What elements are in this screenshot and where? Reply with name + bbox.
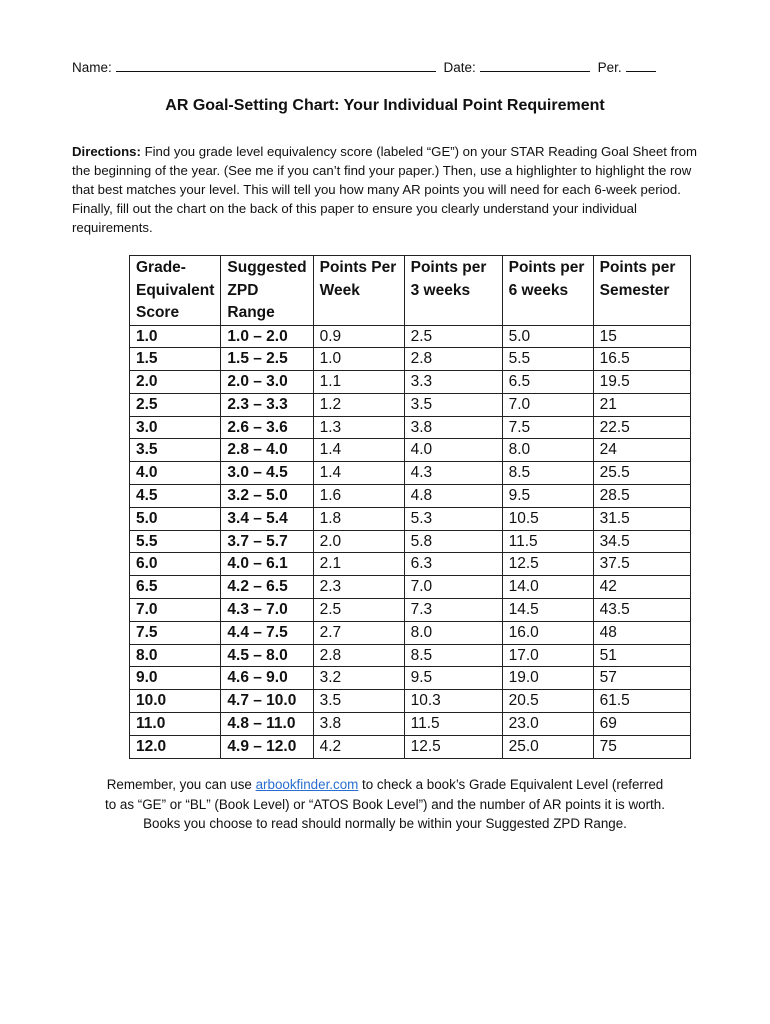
table-body <box>130 325 691 758</box>
table-row <box>130 599 691 622</box>
column-header <box>130 256 221 326</box>
table-row <box>130 393 691 416</box>
table-cell: 2.5 <box>404 325 502 348</box>
column-header <box>221 256 313 326</box>
table-cell: 28.5 <box>593 485 690 508</box>
table-cell: 8.5 <box>404 644 502 667</box>
table-cell: 4.5 – 8.0 <box>221 644 313 667</box>
column-header-line: Suggested <box>227 259 307 276</box>
table-cell: 8.0 <box>130 644 221 667</box>
table-cell: 34.5 <box>593 530 690 553</box>
table-row <box>130 690 691 713</box>
table-row <box>130 667 691 690</box>
column-header-line: Points per <box>599 259 676 276</box>
table-cell: 9.0 <box>130 667 221 690</box>
table-cell: 5.5 <box>130 530 221 553</box>
arbookfinder-link[interactable]: arbookfinder.com <box>255 777 359 792</box>
table-cell: 1.0 <box>313 348 404 371</box>
table-cell: 0.9 <box>313 325 404 348</box>
table-cell: 57 <box>593 667 690 690</box>
column-header <box>404 256 502 326</box>
table-row <box>130 553 691 576</box>
table-cell: 14.0 <box>502 576 593 599</box>
table-cell: 16.5 <box>593 348 690 371</box>
table-cell: 22.5 <box>593 416 690 439</box>
table-cell: 4.8 – 11.0 <box>221 713 313 736</box>
table-cell: 1.5 <box>130 348 221 371</box>
table-cell: 19.5 <box>593 371 690 394</box>
table-row <box>130 530 691 553</box>
table-cell: 4.4 – 7.5 <box>221 621 313 644</box>
column-header <box>593 256 690 326</box>
table-row <box>130 713 691 736</box>
table-cell: 10.0 <box>130 690 221 713</box>
table-cell: 4.0 <box>130 462 221 485</box>
table-header-row <box>130 256 691 326</box>
column-header-line: Points Per <box>319 259 397 276</box>
table-cell: 2.0 <box>313 530 404 553</box>
table-cell: 14.5 <box>502 599 593 622</box>
date-label: Date: <box>443 60 476 75</box>
goal-table <box>129 255 691 759</box>
table-cell: 48 <box>593 621 690 644</box>
table-cell: 23.0 <box>502 713 593 736</box>
table-cell: 16.0 <box>502 621 593 644</box>
column-header-line: Points per <box>508 259 585 276</box>
table-cell: 4.0 <box>404 439 502 462</box>
date-blank[interactable] <box>480 58 590 72</box>
table-cell: 2.3 – 3.3 <box>221 393 313 416</box>
table-cell: 9.5 <box>502 485 593 508</box>
table-cell: 7.0 <box>404 576 502 599</box>
table-cell: 15 <box>593 325 690 348</box>
remember-text-start: Remember, you can use <box>106 777 256 792</box>
table-cell: 11.5 <box>502 530 593 553</box>
table-cell: 7.0 <box>130 599 221 622</box>
table-cell: 17.0 <box>502 644 593 667</box>
table-cell: 12.5 <box>404 735 502 758</box>
table-cell: 19.0 <box>502 667 593 690</box>
column-header-line: Semester <box>599 281 670 299</box>
table-cell: 2.8 <box>313 644 404 667</box>
table-cell: 3.5 <box>313 690 404 713</box>
table-cell: 1.2 <box>313 393 404 416</box>
name-label: Name: <box>72 60 112 75</box>
table-cell: 8.5 <box>502 462 593 485</box>
table-cell: 6.3 <box>404 553 502 576</box>
table-row <box>130 348 691 371</box>
table-cell: 2.7 <box>313 621 404 644</box>
table-cell: 5.0 <box>502 325 593 348</box>
table-cell: 24 <box>593 439 690 462</box>
table-row <box>130 576 691 599</box>
table-cell: 4.2 – 6.5 <box>221 576 313 599</box>
table-cell: 4.3 – 7.0 <box>221 599 313 622</box>
table-cell: 7.5 <box>502 416 593 439</box>
table-cell: 2.5 <box>130 393 221 416</box>
table-cell: 51 <box>593 644 690 667</box>
table-cell: 4.6 – 9.0 <box>221 667 313 690</box>
table-cell: 3.0 <box>130 416 221 439</box>
table-cell: 7.5 <box>130 621 221 644</box>
table-row <box>130 735 691 758</box>
table-cell: 11.5 <box>404 713 502 736</box>
table-cell: 1.5 – 2.5 <box>221 348 313 371</box>
table-row <box>130 462 691 485</box>
table-cell: 2.5 <box>313 599 404 622</box>
table-cell: 1.8 <box>313 507 404 530</box>
table-cell: 2.1 <box>313 553 404 576</box>
table-cell: 12.0 <box>130 735 221 758</box>
table-cell: 5.0 <box>130 507 221 530</box>
table-cell: 2.0 <box>130 371 221 394</box>
table-cell: 1.6 <box>313 485 404 508</box>
table-cell: 3.7 – 5.7 <box>221 530 313 553</box>
table-cell: 31.5 <box>593 507 690 530</box>
table-cell: 12.5 <box>502 553 593 576</box>
table-cell: 4.7 – 10.0 <box>221 690 313 713</box>
column-header-line: Score <box>136 304 180 321</box>
table-cell: 2.0 – 3.0 <box>221 371 313 394</box>
column-header-line: Week <box>319 281 360 299</box>
period-blank[interactable] <box>626 58 656 72</box>
table-cell: 25.0 <box>502 735 593 758</box>
table-cell: 21 <box>593 393 690 416</box>
column-header-line: Equivalent <box>136 281 215 299</box>
column-header <box>313 256 404 326</box>
table-cell: 3.8 <box>313 713 404 736</box>
table-cell: 2.6 – 3.6 <box>221 416 313 439</box>
table-cell: 1.0 <box>130 325 221 348</box>
column-header-line: Points per <box>410 259 487 276</box>
table-cell: 5.3 <box>404 507 502 530</box>
table-cell: 3.5 <box>404 393 502 416</box>
remember-text-end: to check a book’s Grade Equivalent Level (referred to as “GE” or “BL” (Book Level) or “ATOS Book Level”) and the number of AR points it is worth. Books you choose to read should normally be within your Suggested ZPD Range. <box>105 777 665 831</box>
column-header-line: 6 weeks <box>508 281 569 299</box>
table-row <box>130 416 691 439</box>
table-cell: 8.0 <box>502 439 593 462</box>
table-cell: 11.0 <box>130 713 221 736</box>
table-cell: 4.0 – 6.1 <box>221 553 313 576</box>
period-label: Per. <box>597 60 622 75</box>
table-cell: 6.5 <box>502 371 593 394</box>
table-cell: 2.8 <box>404 348 502 371</box>
table-cell: 1.4 <box>313 462 404 485</box>
table-row <box>130 439 691 462</box>
table-cell: 6.0 <box>130 553 221 576</box>
table-cell: 2.3 <box>313 576 404 599</box>
table-cell: 43.5 <box>593 599 690 622</box>
column-header <box>502 256 593 326</box>
column-header-line: ZPD <box>227 281 259 299</box>
table-cell: 3.2 – 5.0 <box>221 485 313 508</box>
table-cell: 2.8 – 4.0 <box>221 439 313 462</box>
table-cell: 42 <box>593 576 690 599</box>
table-cell: 1.4 <box>313 439 404 462</box>
column-header-line: 3 weeks <box>410 281 471 299</box>
table-cell: 3.2 <box>313 667 404 690</box>
table-row <box>130 325 691 348</box>
table-cell: 7.0 <box>502 393 593 416</box>
table-cell: 7.3 <box>404 599 502 622</box>
table-cell: 9.5 <box>404 667 502 690</box>
table-cell: 3.3 <box>404 371 502 394</box>
table-cell: 3.4 – 5.4 <box>221 507 313 530</box>
table-cell: 10.3 <box>404 690 502 713</box>
table-cell: 4.8 <box>404 485 502 508</box>
table-cell: 25.5 <box>593 462 690 485</box>
table-cell: 4.5 <box>130 485 221 508</box>
remember-note <box>100 775 670 834</box>
table-cell: 10.5 <box>502 507 593 530</box>
directions-paragraph <box>72 142 704 237</box>
table-cell: 20.5 <box>502 690 593 713</box>
table-cell: 3.5 <box>130 439 221 462</box>
table-row <box>130 485 691 508</box>
table-row <box>130 371 691 394</box>
table-cell: 5.8 <box>404 530 502 553</box>
name-blank[interactable] <box>116 58 436 72</box>
table-row <box>130 507 691 530</box>
table-cell: 4.3 <box>404 462 502 485</box>
table-cell: 8.0 <box>404 621 502 644</box>
table-cell: 75 <box>593 735 690 758</box>
table-row <box>130 621 691 644</box>
table-cell: 6.5 <box>130 576 221 599</box>
page-title: AR Goal-Setting Chart: Your Individual Point Requirement <box>165 97 605 114</box>
table-cell: 37.5 <box>593 553 690 576</box>
directions-label: Directions: <box>72 144 141 159</box>
column-header-line: Grade- <box>136 259 186 276</box>
table-cell: 3.8 <box>404 416 502 439</box>
table-cell: 5.5 <box>502 348 593 371</box>
table-cell: 69 <box>593 713 690 736</box>
table-cell: 1.3 <box>313 416 404 439</box>
table-cell: 4.9 – 12.0 <box>221 735 313 758</box>
directions-text: Find you grade level equivalency score (labeled “GE”) on your STAR Reading Goal Sheet from the beginning of the year. (See me if you can’t find your paper.) Then, use a highlighter to highlight the row that best matches your level. This will tell you how many AR points you will need for each 6-week period. Finally, fill out the chart on the back of this paper to ensure you clearly understand your individual requirements. <box>72 144 698 235</box>
table-cell: 3.0 – 4.5 <box>221 462 313 485</box>
header-fields <box>72 58 660 75</box>
column-header-line: Range <box>227 304 275 321</box>
table-cell: 61.5 <box>593 690 690 713</box>
table-cell: 4.2 <box>313 735 404 758</box>
table-cell: 1.1 <box>313 371 404 394</box>
table-row <box>130 644 691 667</box>
table-cell: 1.0 – 2.0 <box>221 325 313 348</box>
